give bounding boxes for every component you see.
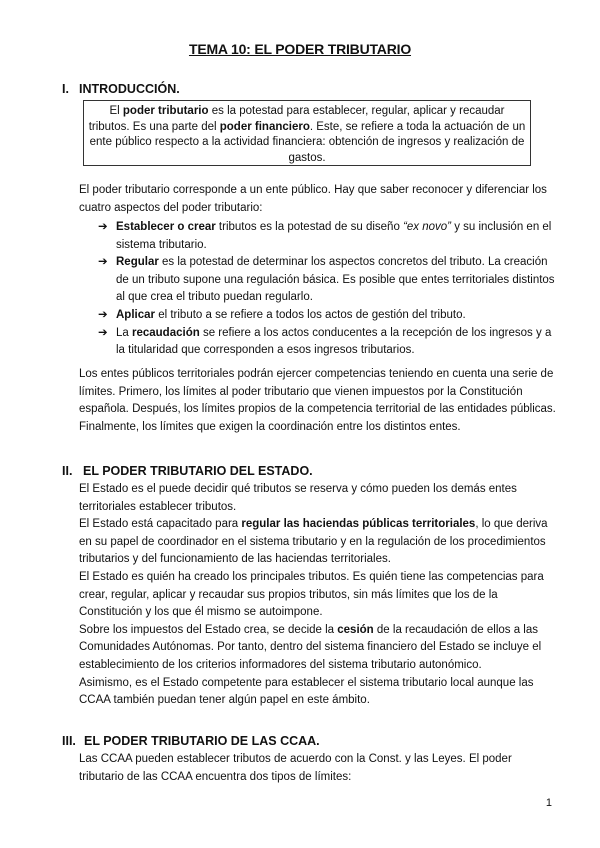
bullet-text: La	[116, 326, 132, 339]
box-text-1: El	[109, 105, 123, 117]
estado-text: Sobre los impuestos del Estado crea, se decide la	[79, 623, 338, 636]
bullet-bold: Regular	[116, 256, 159, 269]
bullet-italic: “ex novo”	[403, 221, 451, 233]
section-heading-estado	[62, 464, 313, 478]
definition-text	[84, 101, 530, 166]
box-text-3: . Este, se refiere a toda la actuación de un ente público respecto a la actividad financiera: obtención de ingresos y realización de gastos.	[89, 120, 526, 164]
list-item	[98, 307, 558, 325]
section-number: I.	[62, 82, 69, 96]
estado-bold: regular las haciendas públicas territoriales	[241, 518, 476, 531]
estado-bold: cesión	[337, 623, 374, 636]
page-title	[0, 41, 600, 57]
bullet-text: tributos es la potestad de su diseño	[215, 221, 404, 233]
bullet-bold: Aplicar	[116, 308, 155, 321]
estado-paragraph-3: El Estado es quién ha creado los principales tributos. Es quién tiene las competencias para crear, regular, aplicar y recaudar sus propios tributos, sin más límites que los de la Constitución y los que él mismo se autoimpone.	[79, 570, 544, 619]
section-heading-introduccion	[62, 82, 180, 96]
arrow-icon: ➔	[98, 221, 108, 233]
estado-text: , lo que deriva en su papel de coordinador en el sistema tributario y en la regulación de los procedimientos tributarios y del funcionamiento de las haciendas territoriales.	[79, 518, 548, 566]
section-heading-ccaa	[62, 734, 320, 748]
list-item	[98, 254, 558, 307]
aspects-list	[98, 219, 558, 360]
arrow-icon: ➔	[98, 256, 108, 269]
page-title-text: TEMA 10: EL PODER TRIBUTARIO	[188, 41, 412, 57]
estado-paragraph-2	[79, 516, 559, 569]
bullet-text: y su inclusión en el sistema tributario.	[116, 221, 552, 251]
limits-paragraph: Los entes públicos territoriales podrán ejercer competencias teniendo en cuenta una serie de límites. Primero, los límites al poder tributario que vienen impuestos por la Constitución española. Después, los límites propios de la competencia territorial de las entidades públicas. Finalmente, los límites que exigen la coordinación entre los distintos entes.	[79, 368, 556, 433]
list-item	[98, 219, 558, 254]
estado-body	[79, 481, 559, 710]
arrow-icon: ➔	[98, 326, 108, 339]
list-item	[98, 325, 558, 360]
section-label: INTRODUCCIÓN.	[79, 82, 180, 96]
box-bold-poder-financiero: poder financiero	[219, 120, 310, 133]
intro-paragraph: El poder tributario corresponde a un ente público. Hay que saber reconocer y diferenciar los cuatro aspectos del poder tributario:	[79, 184, 547, 214]
estado-paragraph-5: Asimismo, es el Estado competente para establecer el sistema tributario local aunque las CCAA también puedan tener algún papel en este ámbito.	[79, 676, 534, 707]
section-label: EL PODER TRIBUTARIO DE LAS CCAA.	[84, 734, 320, 748]
definition-box	[83, 100, 531, 166]
box-bold-poder-tributario: poder tributario	[122, 105, 209, 117]
section-number: III.	[62, 734, 76, 748]
bullet-text: se refiere a los actos conducentes a la recepción de los ingresos y a la titularidad que corresponden a esos ingresos tributarios.	[116, 326, 552, 357]
bullet-bold: Establecer o crear	[116, 221, 216, 233]
section-label: EL PODER TRIBUTARIO DEL ESTADO.	[83, 464, 313, 478]
bullet-bold: recaudación	[132, 326, 200, 339]
box-text-2: es la potestad para establecer, regular, aplicar y recaudar tributos. Es una parte del	[88, 105, 505, 133]
estado-paragraph-4	[79, 622, 559, 675]
arrow-icon: ➔	[98, 308, 108, 321]
estado-text: El Estado está capacitado para	[79, 518, 242, 531]
bullet-text: el tributo a se refiere a todos los actos de gestión del tributo.	[155, 308, 466, 321]
estado-text: de la recaudación de ellos a las Comunidades Autónomas. Por tanto, dentro del sistema financiero del Estado se incluye el establecimiento de los criterios informadores del sistema tributario autonómico.	[79, 623, 542, 671]
section-number: II.	[62, 464, 73, 478]
bullet-text: es la potestad de determinar los aspectos concretos del tributo. La creación de un tributo supone una regulación básica. Es posible que entes territoriales distintos al que crea el tributo puedan regularlo.	[116, 256, 555, 304]
page-number: 1	[545, 797, 552, 809]
ccaa-paragraph: Las CCAA pueden establecer tributos de acuerdo con la Const. y las Leyes. El poder tributario de las CCAA encuentra dos tipos de límites:	[79, 753, 512, 783]
estado-paragraph-1: El Estado es el puede decidir qué tributos se reserva y cómo pueden los demás entes territoriales establecer tributos.	[79, 483, 517, 513]
